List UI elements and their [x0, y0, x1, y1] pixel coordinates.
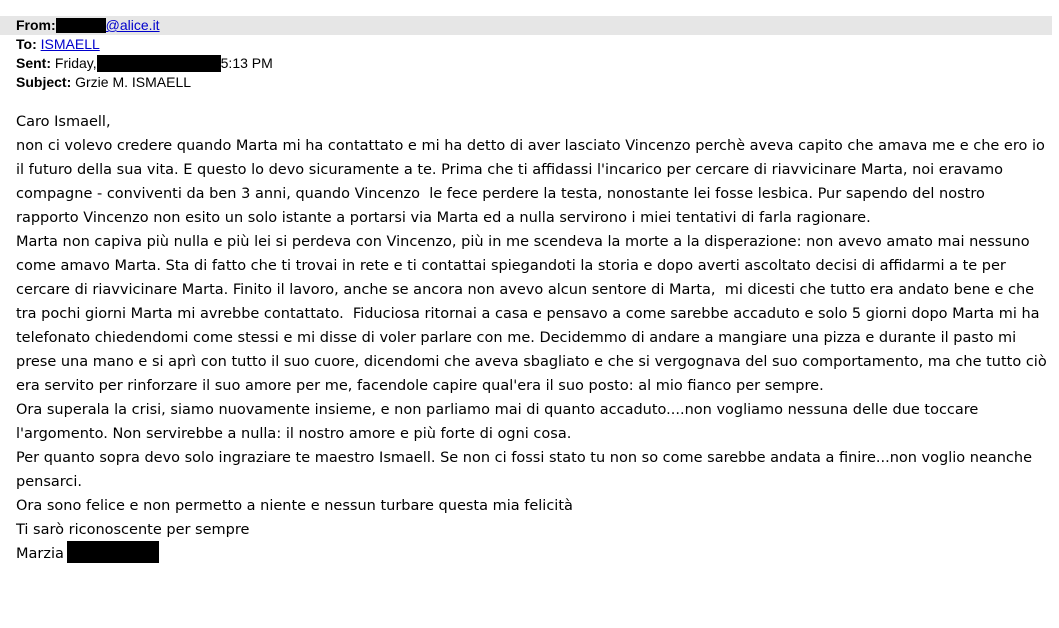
- email-body: [16, 110, 1050, 566]
- to-recipient-link[interactable]: ISMAELL: [40, 36, 100, 52]
- from-redaction: [56, 18, 106, 33]
- email-header: [0, 16, 1052, 92]
- subject-row: [0, 73, 1052, 92]
- sent-label: Sent:: [16, 55, 51, 71]
- body-paragraph: Per quanto sopra devo solo ingraziare te maestro Ismaell. Se non ci fossi stato tu non so come sarebbe andata a finire...non voglio neanche pensarci.: [16, 450, 1037, 490]
- to-label: To:: [16, 36, 37, 52]
- signature-name: Marzia: [16, 546, 64, 562]
- body-paragraph: non ci volevo credere quando Marta mi ha contattato e mi ha detto di aver lasciato Vincenzo perchè aveva capito che amava me e che ero io il futuro della sua vita. E questo lo devo sicuramente a te. Prima che ti affidassi l'incarico per cercare di riavvicinare Marta, noi eravamo compagne - conviventi da ben 3 anni, quando Vincenzo le fece perdere la testa, nonostante lei fosse lesbica. Pur sapendo del nostro rapporto Vincenzo non esito un solo istante a portarsi via Marta ed a nulla servirono i miei tentativi di farla ragionare.: [16, 138, 1050, 226]
- from-email-link[interactable]: @alice.it: [105, 17, 160, 33]
- sent-date-redaction: [97, 55, 221, 72]
- from-label: From:: [16, 17, 56, 33]
- body-paragraph: Ora superala la crisi, siamo nuovamente insieme, e non parliamo mai di quanto accaduto....non vogliamo nessuna delle due toccare l'argomento. Non servirebbe a nulla: il nostro amore e più forte di ogni cosa.: [16, 402, 983, 442]
- greeting: Caro Ismaell,: [16, 114, 111, 130]
- sent-time: 5:13 PM: [220, 55, 273, 71]
- signature-redaction: [67, 541, 159, 563]
- body-paragraph: Marta non capiva più nulla e più lei si perdeva con Vincenzo, più in me scendeva la morte a la disperazione: non avevo amato mai nessuno come amavo Marta. Sta di fatto che ti trovai in rete e ti contattai spiegandoti la storia e dopo averti ascoltato decisi di affidarmi a te per cercare di riavvicinare Marta. Finito il lavoro, anche se ancora non avevo alcun sentore di Marta, mi dicesti che tutto era andato bene e che tra pochi giorni Marta mi avrebbe contattato. Fiduciosa ritornai a casa e pensavo a come sarebbe accaduto e solo 5 giorni dopo Marta mi ha telefonato chiedendomi come stessi e mi disse di voler parlare con me. Decidemmo di andare a mangiare una pizza e durante il pasto mi prese una mano e si aprì con tutto il suo cuore, dicendomi che aveva sbagliato e che si vergognava del suo comportamento, ma che tutto ciò era servito per rinforzare il suo amore per me, facendole capire qual'era il suo posto: al mio fianco per sempre.: [16, 234, 1052, 394]
- subject-value: Grzie M. ISMAELL: [75, 74, 192, 90]
- sent-day: Friday,: [54, 55, 97, 71]
- sent-row: [0, 54, 1052, 73]
- body-paragraph: Ti sarò riconoscente per sempre: [16, 522, 250, 538]
- from-row: [0, 16, 1052, 35]
- body-paragraph: Ora sono felice e non permetto a niente e nessun turbare questa mia felicità: [16, 498, 573, 514]
- to-row: [0, 35, 1052, 54]
- signature-line: [16, 542, 1050, 566]
- subject-label: Subject:: [16, 74, 72, 90]
